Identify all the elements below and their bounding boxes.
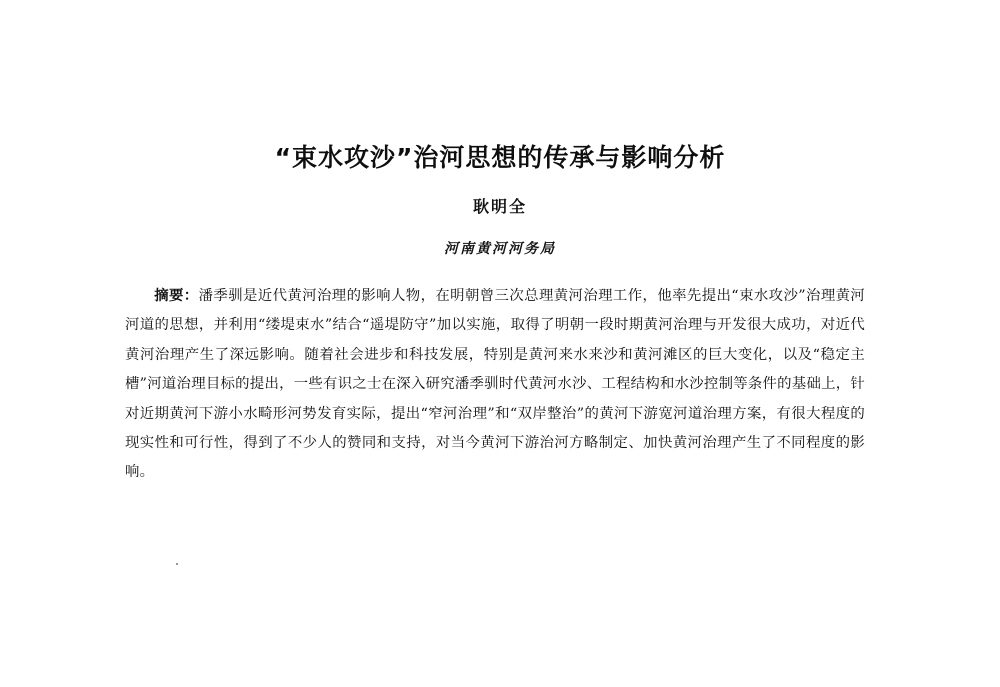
scan-speck: [176, 563, 178, 565]
abstract-paragraph: [125, 282, 865, 488]
author-affiliation: 河南黄河河务局: [444, 241, 556, 257]
abstract-label: 摘要：: [154, 288, 199, 304]
abstract-text: 潘季驯是近代黄河治理的影响人物，在明朝曾三次总理黄河治理工作，他率先提出“束水攻沙”治理黄河河道的思想，并利用“缕堤束水”结合“遥堤防守”加以实施，取得了明朝一段时期黄河治理与开发很大成功，对近代黄河治理产生了深远影响。随着社会进步和科技发展，特别是黄河来水来沙和黄河滩区的巨大变化，以及“稳定主槽”河道治理目标的提出，一些有识之士在深入研究潘季驯时代黄河水沙、工程结构和水沙控制等条件的基础上，针对近期黄河下游小水畸形河势发育实际，提出“窄河治理”和“双岸整治”的黄河下游宽河道治理方案，有很大程度的现实性和可行性，得到了不少人的赞同和支持，对当今黄河下游治河方略制定、加快黄河治理产生了不同程度的影响。: [125, 288, 865, 481]
author-name: 耿明全: [472, 197, 527, 216]
paper-title: “束水攻沙”治河思想的传承与影响分析: [274, 143, 726, 172]
